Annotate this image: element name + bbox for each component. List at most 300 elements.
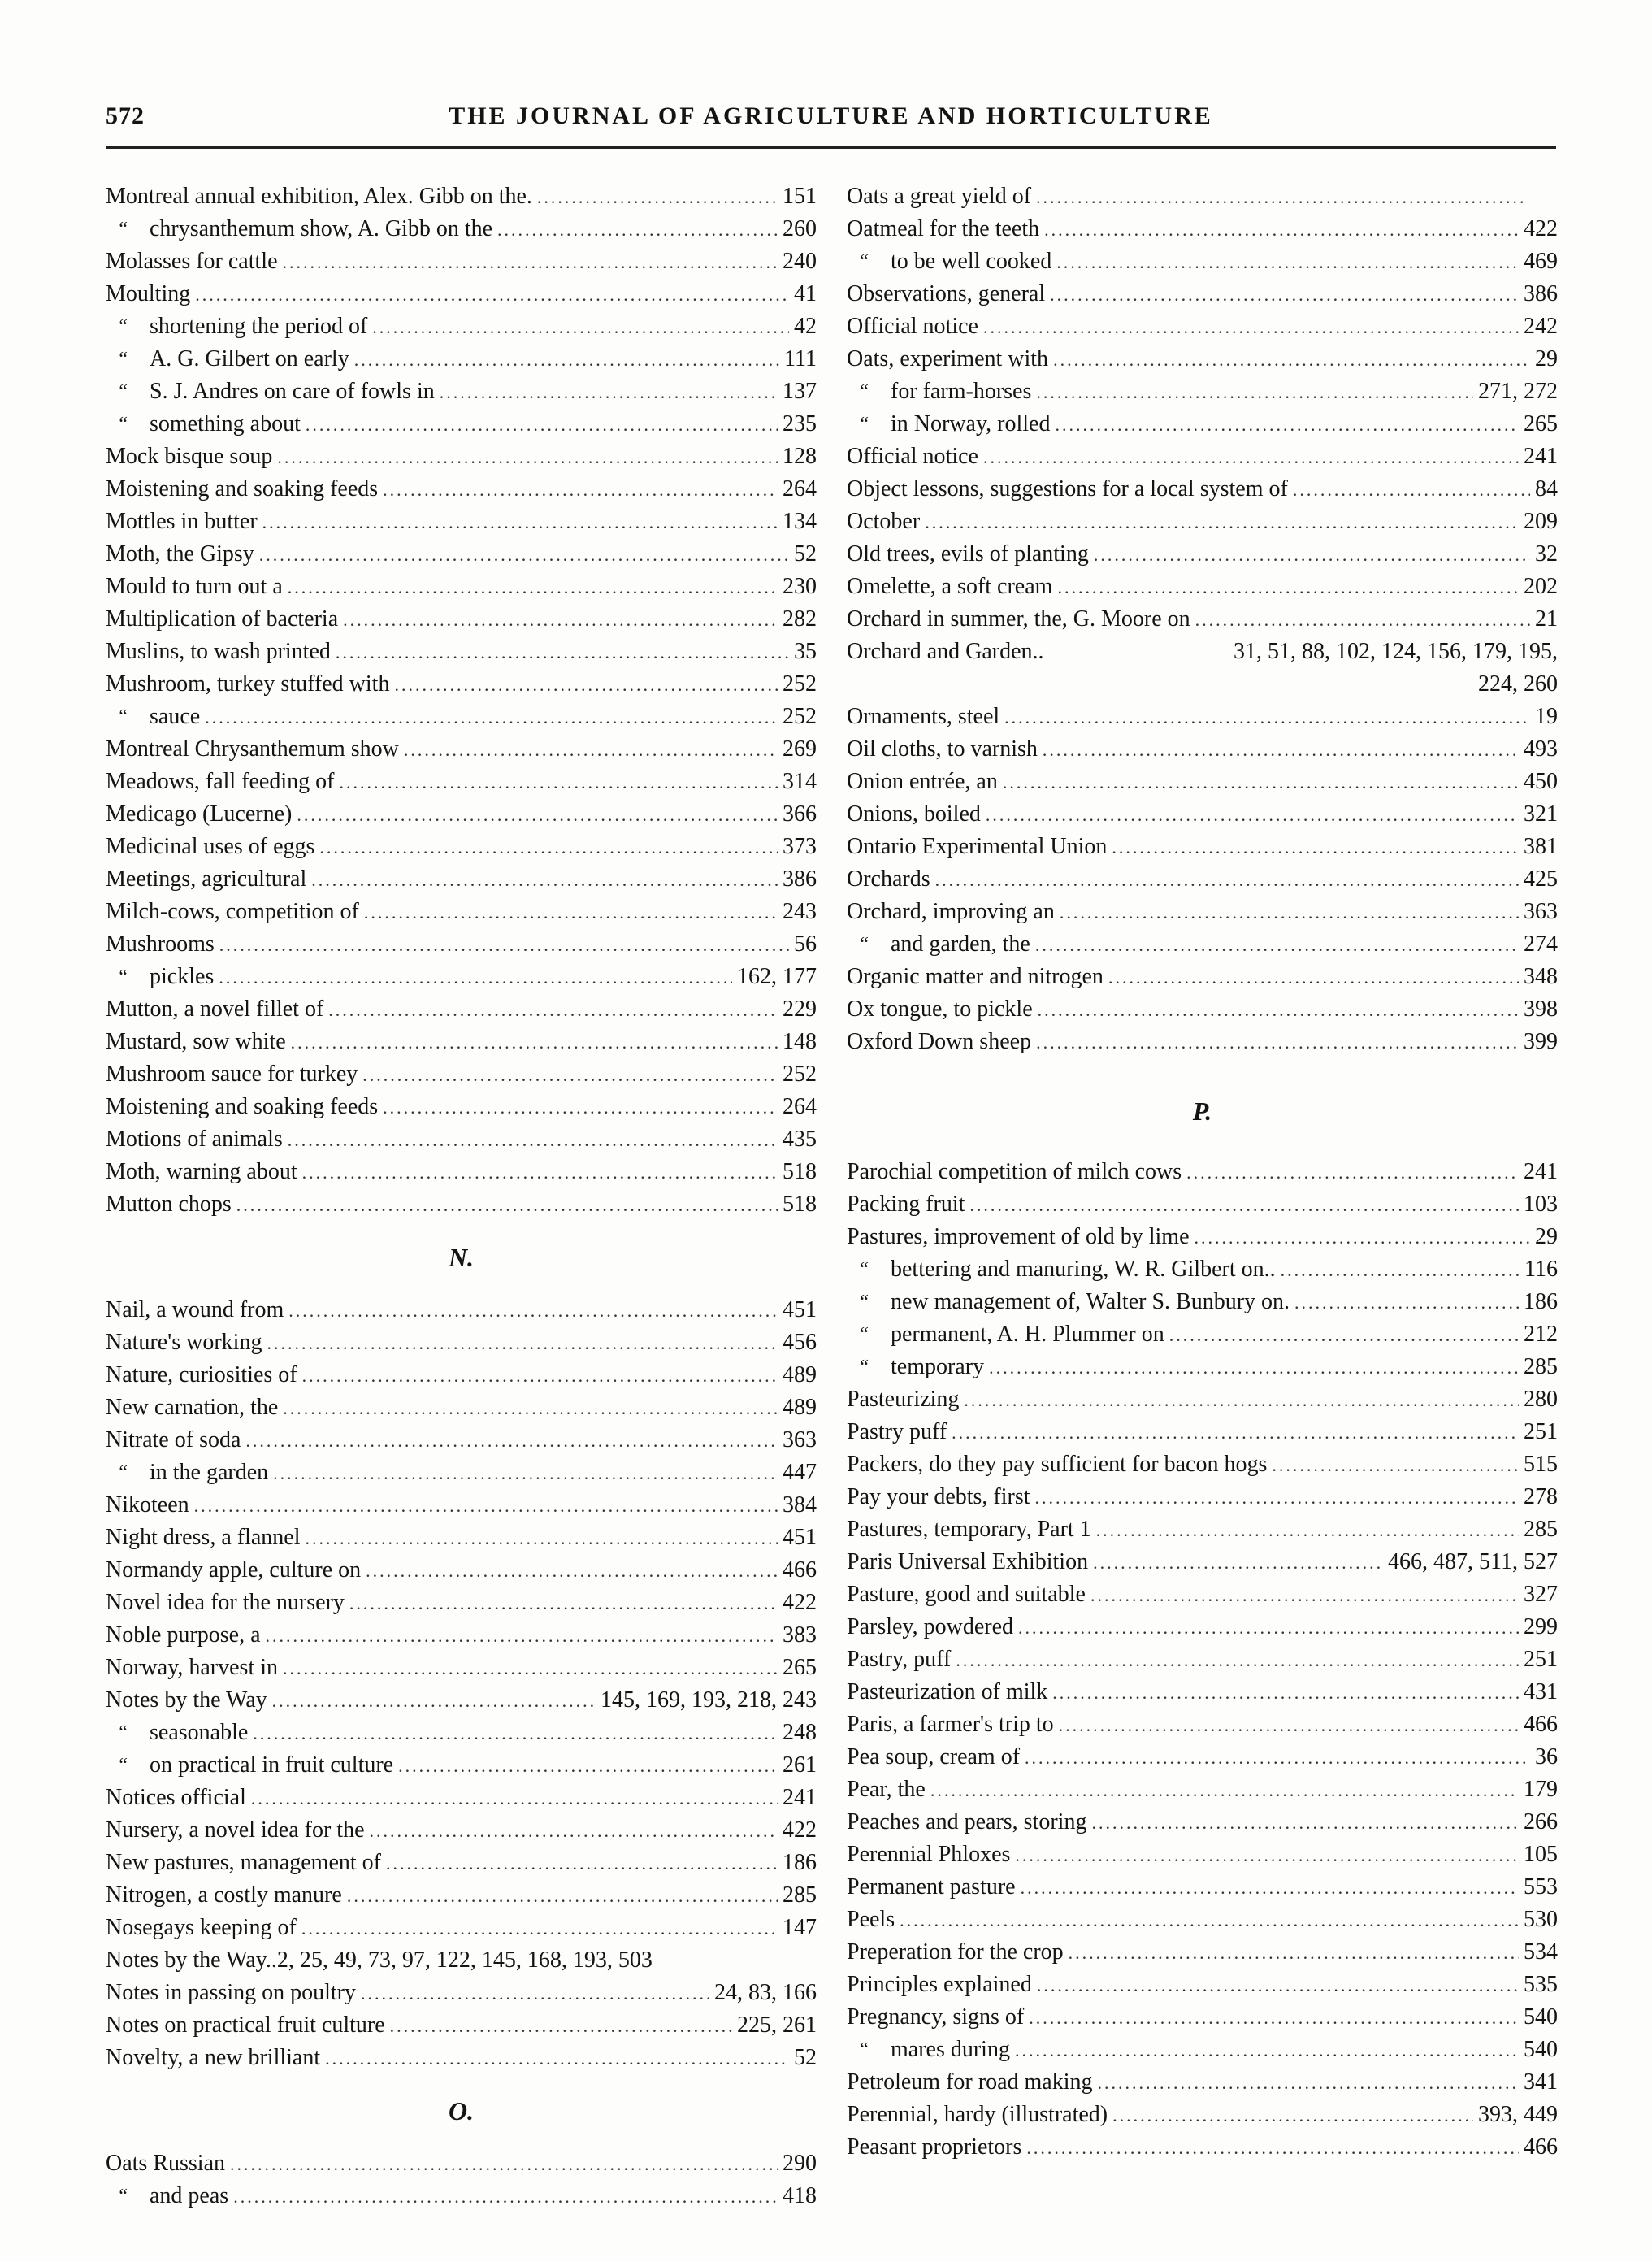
entry-label: Novelty, a new brilliant <box>106 2045 321 2070</box>
index-subentry <box>106 701 817 733</box>
entry-label: New carnation, the <box>106 1395 279 1420</box>
dot-leader <box>1112 831 1519 864</box>
index-entry <box>106 1912 817 1944</box>
entry-pages: 265 <box>1524 411 1558 436</box>
index-entry <box>847 993 1558 1026</box>
entry-label: Moth, warning about <box>106 1159 297 1184</box>
index-entry <box>106 1489 817 1522</box>
dot-leader <box>964 1384 1519 1417</box>
entry-label: “ bettering and manuring, W. R. Gilbert on.. <box>847 1253 1276 1286</box>
entry-pages: 466, 487, 511, 527 <box>1388 1549 1558 1574</box>
header-rule <box>106 146 1556 149</box>
entry-pages: 128 <box>783 444 817 469</box>
dot-leader <box>1050 279 1519 311</box>
entry-label: “ in Norway, rolled <box>847 408 1050 441</box>
entry-pages: 341 <box>1524 2069 1558 2095</box>
entry-label: Object lessons, suggestions for a local system of <box>847 476 1288 501</box>
entry-label: “ to be well cooked <box>847 245 1051 278</box>
index-entry <box>847 1546 1558 1578</box>
entry-pages: 111 <box>784 346 817 371</box>
dot-leader <box>1035 1482 1519 1514</box>
entry-pages: 230 <box>783 574 817 599</box>
entry-pages: 274 <box>1524 931 1558 957</box>
dot-leader <box>986 799 1519 831</box>
index-entry <box>847 636 1558 668</box>
entry-label: Permanent pasture <box>847 1874 1016 1899</box>
dot-leader <box>394 669 778 701</box>
entry-pages: 251 <box>1524 1647 1558 1672</box>
dot-leader <box>362 1059 778 1092</box>
index-entry <box>106 993 817 1026</box>
index-entry <box>106 180 817 213</box>
entry-pages: 398 <box>1524 996 1558 1022</box>
entry-label: Onion entrée, an <box>847 769 998 794</box>
entry-label: Orchard and Garden.. <box>847 639 1044 664</box>
dot-leader <box>245 1425 778 1457</box>
dot-leader <box>236 1189 778 1222</box>
entry-pages: 241 <box>783 1785 817 1810</box>
dot-leader <box>398 1750 778 1782</box>
entry-label: “ on practical in fruit culture <box>106 1749 393 1782</box>
dot-leader <box>336 636 789 669</box>
entry-label: Multiplication of bacteria <box>106 606 339 632</box>
entry-label: Mustard, sow white <box>106 1029 286 1054</box>
entry-pages: 269 <box>783 736 817 762</box>
index-entry <box>106 1123 817 1156</box>
index-subentry <box>106 1749 817 1782</box>
index-entry <box>847 1188 1558 1221</box>
entry-pages: 278 <box>1524 1484 1558 1509</box>
entry-label: Pea soup, cream of <box>847 1744 1021 1769</box>
index-entry <box>106 571 817 603</box>
dot-leader <box>1029 2002 1519 2034</box>
entry-pages: 515 <box>1524 1452 1558 1477</box>
dot-leader <box>1036 1027 1519 1059</box>
dot-leader <box>1108 962 1519 994</box>
index-entry <box>847 343 1558 376</box>
entry-pages: 134 <box>783 509 817 534</box>
index-subentry <box>106 961 817 993</box>
index-entry <box>106 798 817 831</box>
entry-pages: 243 <box>783 899 817 924</box>
dot-leader <box>273 1457 778 1490</box>
index-entry <box>106 1879 817 1912</box>
entry-pages: 466 <box>1524 2134 1558 2160</box>
entry-pages: 209 <box>1524 509 1558 534</box>
dot-leader <box>306 409 778 441</box>
entry-pages: 235 <box>783 411 817 436</box>
index-entry <box>106 1058 817 1091</box>
entry-pages: 489 <box>783 1395 817 1420</box>
dot-leader <box>1037 1969 1519 2002</box>
dot-leader <box>339 766 778 799</box>
index-entry <box>106 1814 817 1847</box>
entry-label: Pastry, puff <box>847 1647 952 1672</box>
entry-pages: 116 <box>1524 1257 1558 1282</box>
dot-leader <box>366 1555 778 1587</box>
index-entry <box>847 1611 1558 1643</box>
index-subentry <box>847 1286 1558 1318</box>
entry-label: “ sauce <box>106 701 200 733</box>
dot-leader <box>983 441 1519 474</box>
dot-leader <box>1015 2034 1519 2067</box>
dot-leader <box>283 246 778 279</box>
entry-pages: 240 <box>783 249 817 274</box>
entry-pages: 52 <box>794 2045 817 2070</box>
index-entry <box>106 1326 817 1359</box>
index-entry <box>847 2131 1558 2164</box>
n-entries-list <box>106 1294 817 2074</box>
entry-pages: 285 <box>1524 1517 1558 1542</box>
dot-leader <box>1186 1157 1519 1189</box>
index-subentry <box>106 213 817 245</box>
dot-leader <box>930 1774 1519 1807</box>
index-entry <box>106 278 817 310</box>
entry-label: Peasant proprietors <box>847 2134 1022 2160</box>
entry-label: Pasteurization of milk <box>847 1679 1048 1704</box>
entry-pages: 137 <box>783 379 817 404</box>
index-entry <box>106 668 817 701</box>
index-entry <box>847 278 1558 310</box>
entry-pages: 285 <box>1524 1354 1558 1379</box>
entry-label: Medicinal uses of eggs <box>106 834 315 859</box>
entry-label: Meetings, agricultural <box>106 866 307 892</box>
dot-leader <box>195 279 789 311</box>
dot-leader <box>319 831 778 864</box>
dot-leader <box>935 864 1519 897</box>
index-entry <box>106 1619 817 1652</box>
entry-pages: 252 <box>783 1062 817 1087</box>
index-entry <box>106 831 817 863</box>
entry-label: Mould to turn out a <box>106 574 283 599</box>
dot-leader <box>1090 1579 1519 1612</box>
index-entry <box>106 1026 817 1058</box>
dot-leader <box>1036 181 1525 214</box>
dot-leader <box>291 1027 778 1059</box>
entry-pages: 422 <box>783 1590 817 1615</box>
index-entry <box>106 2147 817 2180</box>
dot-leader <box>1056 246 1519 279</box>
m-entries-list <box>106 180 817 1221</box>
index-entry <box>106 733 817 766</box>
dot-leader <box>390 2010 732 2043</box>
dot-leader <box>253 1717 778 1750</box>
entry-pages: 399 <box>1524 1029 1558 1054</box>
index-entry <box>847 798 1558 831</box>
entry-pages: 469 <box>1524 249 1558 274</box>
entry-label: Oats a great yield of <box>847 184 1032 209</box>
entry-label: “ and peas <box>106 2180 228 2212</box>
entry-label: Moulting <box>106 281 191 306</box>
index-entry <box>847 603 1558 636</box>
entry-pages: 553 <box>1524 1874 1558 1899</box>
entry-label: Official notice <box>847 314 978 339</box>
entry-pages: 363 <box>783 1427 817 1452</box>
entry-label: Muslins, to wash printed <box>106 639 331 664</box>
entry-label: Principles explained <box>847 1972 1032 1997</box>
index-entry <box>106 245 817 278</box>
o-entries-list-left <box>106 2147 817 2212</box>
entry-label: New pastures, management of <box>106 1850 381 1875</box>
index-entry <box>106 1391 817 1424</box>
entry-pages: 299 <box>1524 1614 1558 1639</box>
entry-pages: 386 <box>1524 281 1558 306</box>
index-entry <box>106 863 817 896</box>
index-entry <box>106 1091 817 1123</box>
entry-label: Molasses for cattle <box>106 249 278 274</box>
index-entry <box>847 1221 1558 1253</box>
entry-label: Montreal annual exhibition, Alex. Gibb on the. <box>106 184 532 209</box>
index-subentry <box>106 1457 817 1489</box>
entry-label: “ seasonable <box>106 1717 248 1749</box>
entry-label: Peels <box>847 1907 895 1932</box>
index-entry <box>847 180 1558 213</box>
entry-pages: 264 <box>783 476 817 501</box>
entry-pages: 29 <box>1535 1224 1558 1249</box>
entry-label: “ shortening the period of <box>106 310 367 343</box>
dot-leader <box>1195 604 1530 636</box>
index-entry <box>106 1359 817 1391</box>
dot-leader <box>1015 1839 1519 1872</box>
entry-pages: 84 <box>1535 476 1558 501</box>
entry-pages: 451 <box>783 1297 817 1322</box>
index-entry <box>106 1782 817 1814</box>
entry-pages: 242 <box>1524 314 1558 339</box>
index-entry <box>847 1578 1558 1611</box>
index-entry <box>106 1587 817 1619</box>
dot-leader <box>1044 214 1519 246</box>
index-subentry <box>106 1717 817 1749</box>
p-entries-list <box>847 1156 1558 2164</box>
index-entry <box>106 1977 817 2009</box>
dot-leader <box>262 506 778 539</box>
entry-label: Oats Russian <box>106 2151 225 2176</box>
index-entry <box>847 1904 1558 1936</box>
dot-leader <box>370 1815 778 1847</box>
entry-label: “ and garden, the <box>847 928 1030 961</box>
dot-leader <box>266 1620 778 1652</box>
entry-pages: 56 <box>794 931 817 957</box>
left-column <box>106 180 817 2212</box>
entry-label: Peaches and pears, storing <box>847 1809 1087 1834</box>
entry-pages: 36 <box>1535 1744 1558 1769</box>
index-entry <box>106 506 817 538</box>
dot-leader <box>306 1522 778 1555</box>
index-entry <box>847 1416 1558 1448</box>
entry-pages: 248 <box>783 1720 817 1745</box>
entry-pages: 518 <box>783 1192 817 1217</box>
index-entry-continuation: 224, 260 <box>1478 671 1558 697</box>
entry-label: Norway, harvest in <box>106 1655 279 1680</box>
entry-label: Pregnancy, signs of <box>847 2004 1025 2030</box>
index-subentry <box>847 376 1558 408</box>
dot-leader <box>1004 701 1530 734</box>
dot-leader <box>251 1782 778 1815</box>
dot-leader <box>1069 1937 1519 1969</box>
entry-pages: 280 <box>1524 1387 1558 1412</box>
entry-label: “ pickles <box>106 961 214 993</box>
entry-label: Oatmeal for the teeth <box>847 216 1040 241</box>
entry-pages: 535 <box>1524 1972 1558 1997</box>
index-entry <box>847 1839 1558 1871</box>
dot-leader <box>969 1189 1519 1222</box>
dot-leader <box>1018 1612 1519 1644</box>
entry-pages: 363 <box>1524 899 1558 924</box>
entry-label: Orchard, improving an <box>847 899 1055 924</box>
entry-pages: 321 <box>1524 801 1558 827</box>
entry-pages: 41 <box>794 281 817 306</box>
section-heading-p: P. <box>1192 1096 1212 1126</box>
entry-label: “ new management of, Walter S. Bunbury on. <box>847 1286 1290 1318</box>
dot-leader <box>1195 1222 1531 1254</box>
index-entry <box>106 1156 817 1188</box>
entry-label: Mutton chops <box>106 1192 232 1217</box>
index-subentry <box>847 408 1558 441</box>
index-entry <box>847 2066 1558 2099</box>
dot-leader <box>1021 1872 1519 1904</box>
dot-leader <box>283 1392 778 1425</box>
dot-leader <box>1035 929 1519 962</box>
dot-leader <box>288 571 778 604</box>
entry-pages: 381 <box>1524 834 1558 859</box>
entry-pages: 540 <box>1524 2037 1558 2062</box>
dot-leader <box>383 474 778 506</box>
index-entry <box>106 1522 817 1554</box>
entry-label: Moistening and soaking feeds <box>106 476 379 501</box>
index-entry <box>847 213 1558 245</box>
entry-pages: 252 <box>783 671 817 697</box>
entry-label: Oil cloths, to varnish <box>847 736 1038 762</box>
entry-pages: 493 <box>1524 736 1558 762</box>
entry-label: Milch-cows, competition of <box>106 899 359 924</box>
entry-label: Notes by the Way..2, 25, 49, 73, 97, 122, 145, 168, 193, 503 <box>106 1947 653 1973</box>
index-entry <box>847 1741 1558 1774</box>
entry-pages: 147 <box>783 1915 817 1940</box>
entry-pages: 451 <box>783 1525 817 1550</box>
entry-label: Moth, the Gipsy <box>106 541 254 567</box>
entry-pages: 251 <box>1524 1419 1558 1444</box>
index-subentry <box>106 376 817 408</box>
entry-label: “ temporary <box>847 1351 984 1383</box>
entry-pages: 202 <box>1524 574 1558 599</box>
entry-label: “ chrysanthemum show, A. Gibb on the <box>106 213 492 245</box>
index-entry <box>847 1513 1558 1546</box>
dot-leader <box>230 2148 778 2181</box>
dot-leader <box>952 1417 1519 1449</box>
entry-pages: 418 <box>783 2183 817 2208</box>
entry-pages: 431 <box>1524 1679 1558 1704</box>
entry-pages: 266 <box>1524 1809 1558 1834</box>
index-entry <box>106 1424 817 1457</box>
dot-leader <box>267 1327 778 1360</box>
entry-pages: 151 <box>783 184 817 209</box>
index-entry <box>847 1026 1558 1058</box>
entry-label: Pastures, improvement of old by lime <box>847 1224 1190 1249</box>
dot-leader <box>1060 897 1519 929</box>
dot-leader <box>325 2043 789 2075</box>
entry-label: Nail, a wound from <box>106 1297 284 1322</box>
dot-leader <box>1097 2067 1519 2099</box>
index-entry <box>106 603 817 636</box>
entry-pages: 29 <box>1535 346 1558 371</box>
dot-leader <box>347 1880 778 1912</box>
entry-label: Packers, do they pay sufficient for bacon hogs <box>847 1452 1268 1477</box>
entry-label: Preperation for the crop <box>847 1939 1064 1965</box>
dot-leader <box>1052 1677 1519 1709</box>
index-entry <box>847 1871 1558 1904</box>
entry-pages: 540 <box>1524 2004 1558 2030</box>
entry-pages: 42 <box>794 314 817 339</box>
entry-pages: 422 <box>783 1817 817 1843</box>
dot-leader <box>272 1685 596 1717</box>
dot-leader <box>1091 1807 1519 1839</box>
dot-leader <box>311 864 778 897</box>
dot-leader <box>219 929 789 962</box>
entry-label: Pastures, temporary, Part 1 <box>847 1517 1091 1542</box>
entry-pages: 466 <box>1524 1712 1558 1737</box>
entry-pages: 393, 449 <box>1478 2102 1558 2127</box>
dot-leader <box>1003 766 1519 799</box>
entry-label: Motions of animals <box>106 1127 283 1152</box>
entry-label: Oats, experiment with <box>847 346 1049 371</box>
entry-label: Ox tongue, to pickle <box>847 996 1033 1022</box>
index-entry <box>847 863 1558 896</box>
index-entry <box>106 1944 817 1977</box>
entry-pages: 435 <box>783 1127 817 1152</box>
entry-label: Petroleum for road making <box>847 2069 1093 2095</box>
entry-pages: 261 <box>783 1752 817 1778</box>
entry-label: Paris Universal Exhibition <box>847 1549 1089 1574</box>
index-entry <box>847 1643 1558 1676</box>
dot-leader <box>900 1904 1519 1937</box>
dot-leader <box>277 441 778 474</box>
entry-label: Pasture, good and suitable <box>847 1582 1086 1607</box>
entry-label: Nature's working <box>106 1330 262 1355</box>
entry-pages: 225, 261 <box>737 2012 817 2038</box>
entry-pages: 450 <box>1524 769 1558 794</box>
index-entry <box>847 733 1558 766</box>
index-entry <box>106 2009 817 2042</box>
dot-leader <box>497 214 778 246</box>
entry-label: Perennial Phloxes <box>847 1842 1011 1867</box>
entry-label: Orchard in summer, the, G. Moore on <box>847 606 1190 632</box>
dot-leader <box>194 1490 778 1522</box>
dot-leader <box>1281 1254 1520 1287</box>
dot-leader <box>302 1157 778 1189</box>
index-entry <box>847 1708 1558 1741</box>
entry-label: Mushrooms <box>106 931 215 957</box>
index-subentry <box>847 1351 1558 1383</box>
entry-pages: 31, 51, 88, 102, 124, 156, 179, 195, <box>1234 639 1558 664</box>
dot-leader <box>361 1978 709 2010</box>
entry-label: Night dress, a flannel <box>106 1525 301 1550</box>
entry-label: Mottles in butter <box>106 509 258 534</box>
index-entry <box>847 2099 1558 2131</box>
entry-pages: 179 <box>1524 1777 1558 1802</box>
dot-leader <box>1059 1709 1519 1742</box>
index-entry <box>847 1936 1558 1969</box>
dot-leader <box>205 701 778 734</box>
entry-label: Notes by the Way <box>106 1687 267 1713</box>
index-entry <box>847 1806 1558 1839</box>
entry-pages: 19 <box>1535 704 1558 729</box>
entry-label: Parsley, powdered <box>847 1614 1014 1639</box>
index-entry <box>106 473 817 506</box>
entry-pages: 314 <box>783 769 817 794</box>
index-entry <box>106 896 817 928</box>
entry-label: “ something about <box>106 408 301 441</box>
index-entry <box>106 1847 817 1879</box>
